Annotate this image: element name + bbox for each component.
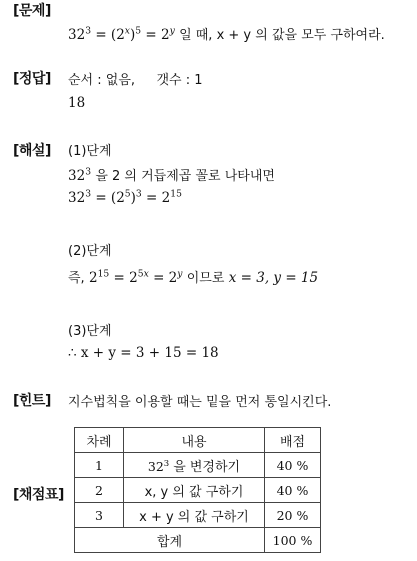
hint-label: [힌트] bbox=[13, 393, 51, 409]
answer-meta bbox=[68, 69, 203, 88]
answer-count: 갯수 : 1 bbox=[156, 73, 203, 88]
rubric-label: [채점표] bbox=[13, 487, 64, 503]
problem-label: [문제] bbox=[13, 3, 51, 19]
step1-equation: $32^3 = (2^5)^3 = 2^{15}$ bbox=[68, 188, 182, 206]
rubric-row-3 bbox=[75, 503, 321, 528]
row2-step: 2 bbox=[75, 478, 124, 503]
solution-label: [해설] bbox=[13, 143, 51, 159]
answer-label: [정답] bbox=[13, 71, 51, 87]
row3-score: 20 % bbox=[265, 503, 321, 528]
rubric-total-row bbox=[75, 528, 321, 553]
hint-text: 지수법칙을 이용할 때는 밑을 먼저 통일시킨다. bbox=[68, 395, 332, 410]
answer-value: 18 bbox=[68, 95, 86, 111]
row2-score: 40 % bbox=[265, 478, 321, 503]
total-score: 100 % bbox=[265, 528, 321, 553]
step3-title: (3)단계 bbox=[68, 324, 112, 339]
header-score: 배점 bbox=[265, 428, 321, 453]
row2-content: x, y 의 값 구하기 bbox=[124, 478, 265, 503]
step3-equation: ∴ x + y = 3 + 15 = 18 bbox=[68, 345, 219, 361]
rubric-row-2 bbox=[75, 478, 321, 503]
rubric-header-row bbox=[75, 428, 321, 453]
rubric-table bbox=[74, 427, 321, 553]
rubric-row-1 bbox=[75, 453, 321, 478]
problem-text: 일 때, x + y 의 값을 모두 구하여라. bbox=[179, 28, 385, 43]
header-step: 차례 bbox=[75, 428, 124, 453]
step1-title: (1)단계 bbox=[68, 144, 112, 159]
row3-step: 3 bbox=[75, 503, 124, 528]
total-label: 합계 bbox=[75, 528, 265, 553]
row1-content: $32^3$ 을 변경하기 bbox=[124, 453, 265, 478]
step2-title: (2)단계 bbox=[68, 244, 112, 259]
header-content: 내용 bbox=[124, 428, 265, 453]
problem-statement bbox=[68, 24, 385, 43]
step1-text: $32^3$ 을 2 의 거듭제곱 꼴로 나타내면 bbox=[68, 166, 275, 184]
row3-content: x + y 의 값 구하기 bbox=[124, 503, 265, 528]
step2-equation: 즉, $2^{15} = 2^{5x} = 2^y$ 이므로 x = 3, y = 15 bbox=[68, 268, 319, 286]
problem-equation: $32^3 = (2^x)^5 = 2^y$ bbox=[68, 25, 175, 43]
row1-score: 40 % bbox=[265, 453, 321, 478]
answer-order: 순서 : 없음, bbox=[68, 73, 136, 88]
row1-step: 1 bbox=[75, 453, 124, 478]
